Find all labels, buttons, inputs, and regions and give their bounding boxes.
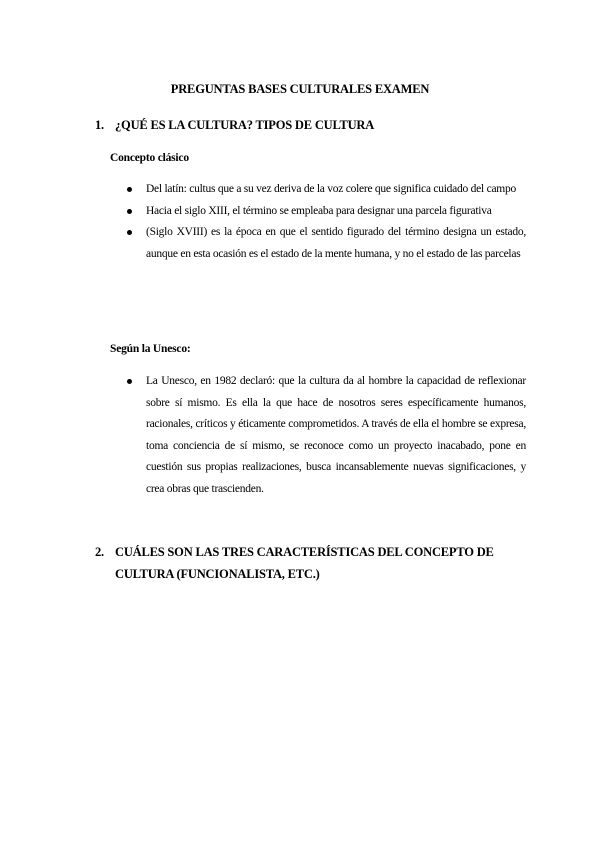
section-2-title-line-2: CULTURA (FUNCIONALISTA, ETC.) — [115, 567, 320, 581]
document-title: PREGUNTAS BASES CULTURALES EXAMEN — [170, 82, 430, 96]
bullet-text: Hacia el siglo XIII, el término se empleaba para designar una parcela figurativa — [146, 204, 492, 217]
subheading-concepto-clasico: Concepto clásico — [110, 152, 189, 164]
section-1-number: 1. — [95, 118, 104, 132]
section-1-heading — [95, 114, 527, 136]
bullet-dot-icon — [127, 230, 132, 235]
section-2-number: 2. — [95, 545, 104, 559]
section-2-heading — [95, 541, 527, 585]
subheading-segun-unesco: Según la Unesco: — [110, 343, 191, 355]
bullet-text: (Siglo XVIII) es la época en que el sentido figurado del término designa un estado, aunque en esta ocasión es el estado de la mente humana, y no el estado de las parcelas — [146, 226, 526, 260]
bullet-dot-icon — [127, 187, 132, 192]
bullet-text: Del latín: cultus que a su vez deriva de la voz colere que significa cuidado del campo — [146, 183, 516, 195]
bullet-list-unesco — [0, 371, 600, 500]
list-item — [146, 371, 526, 500]
section-1-title: ¿QUÉ ES LA CULTURA? TIPOS DE CULTURA — [115, 118, 375, 132]
bullet-dot-icon — [127, 379, 132, 384]
bullet-list-concepto-clasico — [0, 179, 600, 265]
list-item — [146, 179, 526, 201]
list-item — [146, 201, 526, 223]
list-item — [146, 222, 526, 265]
section-2-title-line-1: CUÁLES SON LAS TRES CARACTERÍSTICAS DEL CONCEPTO DE — [115, 545, 494, 559]
bullet-text: La Unesco, en 1982 declaró: que la cultura da al hombre la capacidad de reflexionar sobre sí mismo. Es ella la que hace de nosotros seres específicamente humanos, racionales, críticos y éticamente comprometidos. A través de ella el hombre se expresa, toma conciencia de sí mismo, se reconoce como un proyecto inacabado, pone en cuestión sus propias realizaciones, busca incansablemente nuevas significaciones, y crea obras que trascienden. — [146, 375, 526, 495]
bullet-dot-icon — [127, 209, 132, 214]
